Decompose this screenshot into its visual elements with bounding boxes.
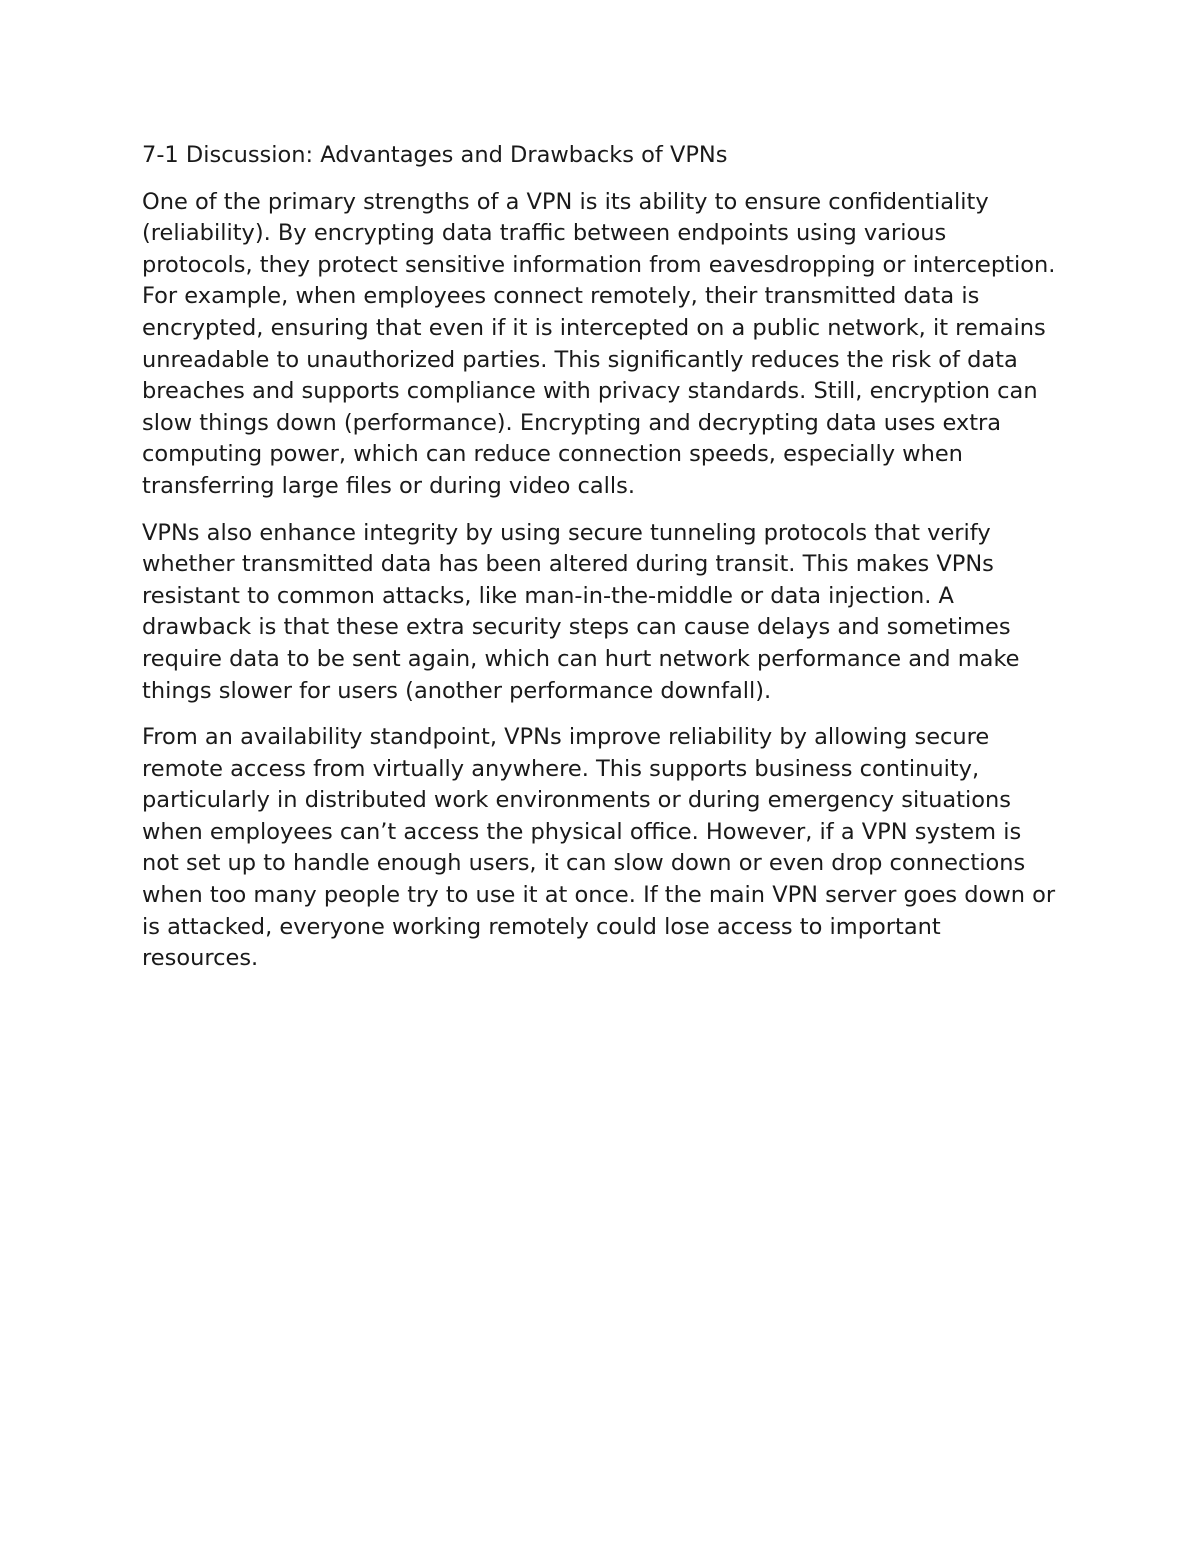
document-title: 7-1 Discussion: Advantages and Drawbacks of VPNs <box>142 142 728 168</box>
paragraph-confidentiality: One of the primary strengths of a VPN is its ability to ensure confidentiality (reliability). By encrypting data traffic between endpoints using various protocols, they protect sensitive information from eavesdropping or interception. For example, when employees connect remotely, their transmitted data is encrypted, ensuring that even if it is intercepted on a public network, it remains unreadable to unauthorized parties. This significantly reduces the risk of data breaches and supports compliance with privacy standards. Still, encryption can slow things down (performance). Encrypting and decrypting data uses extra computing power, which can reduce connection speeds, especially when transferring large files or during video calls. <box>142 188 1056 499</box>
paragraph-integrity: VPNs also enhance integrity by using secure tunneling protocols that verify whether transmitted data has been altered during transit. This makes VPNs resistant to common attacks, like man-in-the-middle or data injection. A drawback is that these extra security steps can cause delays and sometimes require data to be sent again, which can hurt network performance and make things slower for users (another performance downfall). <box>142 519 1020 704</box>
document-body <box>142 140 1057 990</box>
paragraph-availability: From an availability standpoint, VPNs improve reliability by allowing secure remote access from virtually anywhere. This supports business continuity, particularly in distributed work environments or during emergency situations when employees can’t access the physical office. However, if a VPN system is not set up to handle enough users, it can slow down or even drop connections when too many people try to use it at once. If the main VPN server goes down or is attacked, everyone working remotely could lose access to important resources. <box>142 724 1056 972</box>
